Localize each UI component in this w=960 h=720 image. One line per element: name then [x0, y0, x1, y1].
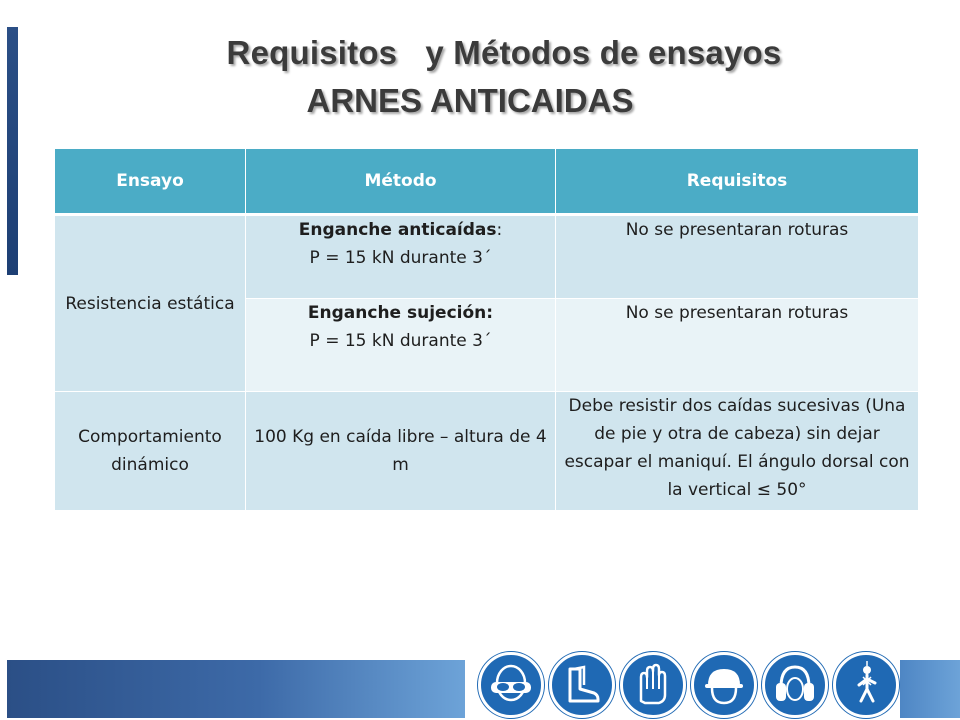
- header-metodo: Método: [246, 149, 556, 215]
- cell-metodo: [246, 215, 556, 299]
- header-requisitos: Requisitos: [556, 149, 919, 215]
- metodo-title: Enganche sujeción:: [307, 303, 494, 323]
- cell-requisitos: No se presentaran roturas: [556, 299, 919, 392]
- safety-gloves-icon: [620, 652, 686, 718]
- table-row: [55, 215, 919, 299]
- safety-goggles-icon: [478, 652, 544, 718]
- footer-gradient-bar: [7, 660, 465, 718]
- table-header-row: [55, 149, 919, 215]
- safety-harness-icon: [833, 652, 899, 718]
- cell-requisitos: No se presentaran roturas: [556, 215, 919, 299]
- ensayo-text: Resistencia estática: [65, 293, 235, 314]
- cell-requisitos: Debe resistir dos caídas sucesivas (Una de pie y otra de cabeza) sin dejar escapar el maniquí. El ángulo dorsal con la vertical ≤ 50°: [556, 392, 919, 511]
- metodo-detail: P = 15 kN durante 3´: [309, 248, 492, 268]
- metodo-title: Enganche anticaídas: [298, 220, 497, 240]
- slide-subtitle: ARNES ANTICAIDAS: [306, 82, 634, 119]
- header-ensayo: Ensayo: [55, 149, 246, 215]
- safety-boots-icon: [549, 652, 615, 718]
- cell-metodo: [246, 299, 556, 392]
- slide-title: Requisitos y Métodos de ensayos: [226, 34, 782, 71]
- metodo-detail: P = 15 kN durante 3´: [309, 331, 492, 351]
- footer-right-block: [900, 660, 960, 718]
- safety-helmet-icon: [691, 652, 757, 718]
- cell-metodo: 100 Kg en caída libre – altura de 4 m: [246, 392, 556, 511]
- metodo-suffix: :: [496, 220, 503, 240]
- cell-ensayo-resistencia: [55, 215, 246, 392]
- requirements-table: [54, 148, 919, 511]
- table-row: [55, 392, 919, 511]
- cell-ensayo-comportamiento: Comportamiento dinámico: [55, 392, 246, 511]
- ear-protection-icon: [762, 652, 828, 718]
